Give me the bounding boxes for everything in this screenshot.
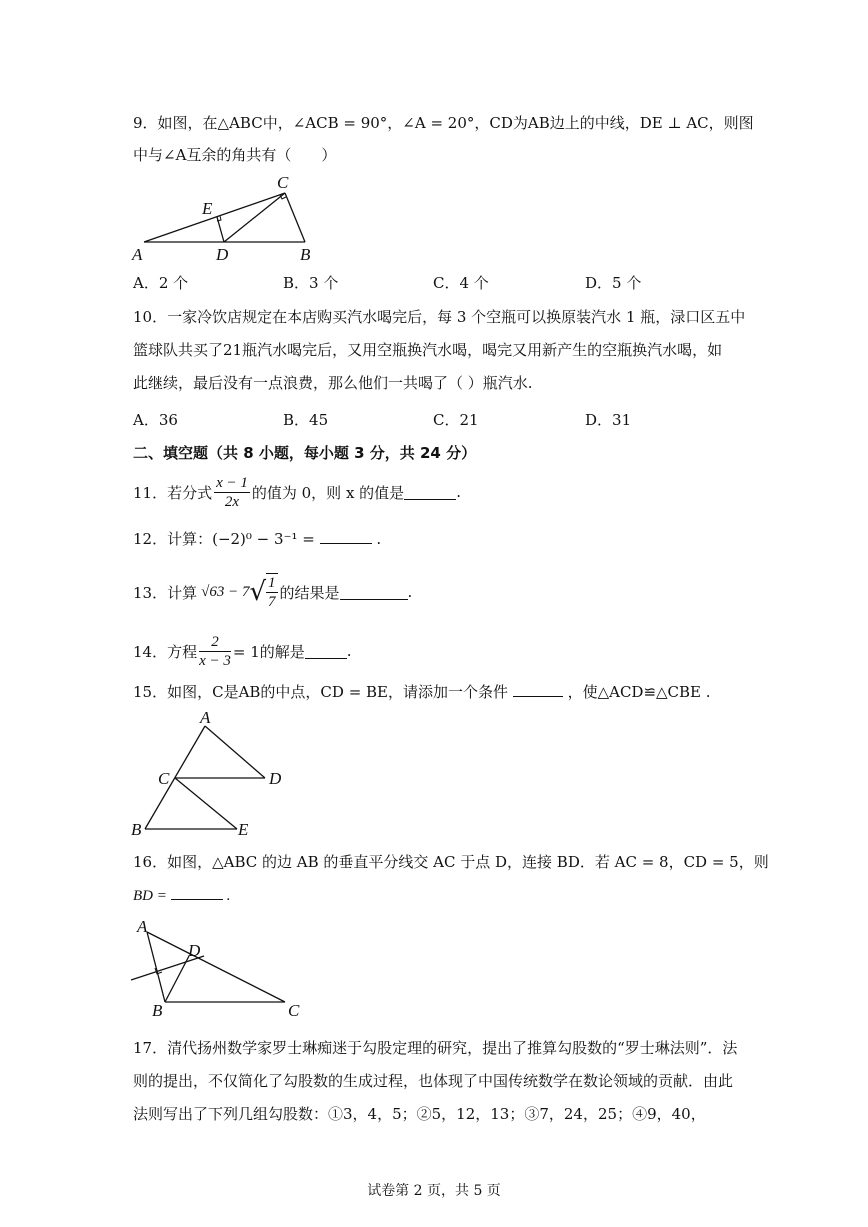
q10-option-b: B．45	[283, 411, 329, 429]
q15-segment-ad	[205, 726, 265, 778]
q9-label-d: D	[216, 245, 229, 264]
q9-option-d: D．5 个	[585, 274, 642, 292]
q10-option-d: D．31	[585, 411, 632, 429]
q16-label-a: A	[137, 917, 148, 936]
q16-line2	[133, 885, 230, 907]
page-footer: 试卷第 2 页，共 5 页	[367, 1183, 501, 1199]
q13-fraction	[266, 573, 278, 611]
q9-line2: 中与∠A互余的角共有（ ）	[133, 146, 337, 164]
q17-line1: 17．清代扬州数学家罗士琳痴迷于勾股定理的研究，提出了推算勾股数的“罗士琳法则”．法	[133, 1039, 738, 1057]
q17-line3: 法则写出了下列几组勾股数：①3，4，5；②5，12，13；③7，24，25；④9，40，	[133, 1105, 706, 1123]
q9-option-c: C．4 个	[433, 274, 489, 292]
q14-fraction	[199, 633, 231, 670]
q14-numerator: 2	[199, 633, 231, 652]
q15-label-b: B	[131, 820, 142, 839]
q9-side-ac	[144, 193, 285, 242]
q11-answer-blank	[404, 485, 456, 500]
q13-numerator: 1	[268, 575, 276, 591]
q14-answer-blank	[305, 644, 347, 659]
q15-triangles-figure	[128, 708, 288, 840]
q12-end: .	[376, 530, 382, 548]
q9-label-c: C	[277, 173, 289, 192]
q15-segment-ce	[175, 778, 237, 829]
q14	[133, 630, 352, 672]
q10-line3: 此继续，最后没有一点浪费，那么他们一共喝了（ ）瓶汽水.	[133, 374, 533, 392]
q16-end: .	[226, 888, 231, 904]
q11-suffix: 的值为 0，则 x 的值是	[251, 483, 405, 502]
q15	[133, 681, 711, 703]
q13-radical-expression: √63 − 7	[201, 583, 250, 600]
q16-line1: 16．如图，△ABC 的边 AB 的垂直平分线交 AC 于点 D，连接 BD．若 AC = 8，CD = 5，则	[133, 853, 769, 871]
q15-suffix: ，使△ACD≌△CBE .	[567, 683, 711, 701]
q11	[133, 472, 461, 512]
q11-fraction	[214, 474, 250, 511]
q15-label-a: A	[200, 708, 211, 727]
q16-triangle-figure	[128, 916, 308, 1020]
q11-numerator: x − 1	[216, 474, 248, 491]
q15-answer-blank	[513, 682, 563, 697]
sqrt-icon: √	[249, 577, 267, 607]
q11-end: .	[456, 483, 461, 501]
q16-segment-bd	[165, 956, 189, 1002]
q15-label-c: C	[158, 769, 170, 788]
q9-option-a: A．2 个	[133, 274, 189, 292]
q13-denominator: 7	[268, 594, 276, 610]
q13	[133, 570, 412, 614]
section-2-heading: 二、填空题（共 8 小题，每小题 3 分，共 24 分）	[133, 444, 477, 462]
q9-label-a: A	[132, 245, 143, 264]
q10-option-a: A．36	[133, 411, 178, 429]
q11-prefix: 11．若分式	[133, 483, 213, 502]
q16-answer-blank	[171, 885, 223, 900]
q17-line2: 则的提出，不仅简化了勾股数的生成过程，也体现了中国传统数学在数论领域的贡献．由此	[133, 1072, 734, 1090]
q16-label-d: D	[188, 941, 201, 960]
q9-option-b: B．3 个	[283, 274, 339, 292]
q15-label-d: D	[269, 769, 282, 788]
q15-text: 15．如图，C是AB的中点，CD = BE，请添加一个条件	[133, 683, 509, 701]
q15-label-e: E	[238, 820, 249, 839]
q9-label-e: E	[202, 199, 213, 218]
q13-answer-blank	[340, 585, 408, 600]
q14-denominator: x − 3	[199, 652, 231, 669]
q13-suffix: 的结果是	[279, 583, 340, 602]
q14-prefix: 14．方程	[133, 642, 198, 661]
q16-side-ac	[147, 932, 285, 1002]
q14-end: .	[346, 642, 352, 660]
q16-side-ab	[147, 932, 165, 1002]
q12-answer-blank	[320, 529, 372, 544]
q16-label-b: B	[152, 1001, 163, 1020]
q12-text: 12．计算：(−2)⁰ − 3⁻¹ =	[133, 530, 315, 548]
q13-prefix: 13．计算	[133, 583, 198, 602]
q9-triangle-figure	[128, 170, 328, 266]
q14-suffix: = 1的解是	[232, 642, 305, 661]
q9-side-cb	[285, 193, 305, 242]
q13-end: .	[407, 583, 413, 601]
q16-label-c: C	[288, 1001, 300, 1020]
q12	[133, 528, 381, 550]
q10-line1: 10．一家冷饮店规定在本店购买汽水喝完后，每 3 个空瓶可以换原装汽水 1 瓶，渌口区五中	[133, 308, 746, 326]
q9-line1: 9．如图，在△ABC中，∠ACB = 90°，∠A = 20°，CD为AB边上的中线，DE ⊥ AC，则图	[133, 114, 754, 132]
q11-denominator: 2x	[224, 493, 240, 510]
q9-label-b: B	[300, 245, 311, 264]
q16-bd-label: BD =	[133, 888, 167, 904]
q9-median-cd	[224, 193, 285, 242]
q10-option-c: C．21	[433, 411, 479, 429]
q10-line2: 篮球队共买了21瓶汽水喝完后，又用空瓶换汽水喝，喝完又用新产生的空瓶换汽水喝，如	[133, 341, 723, 359]
